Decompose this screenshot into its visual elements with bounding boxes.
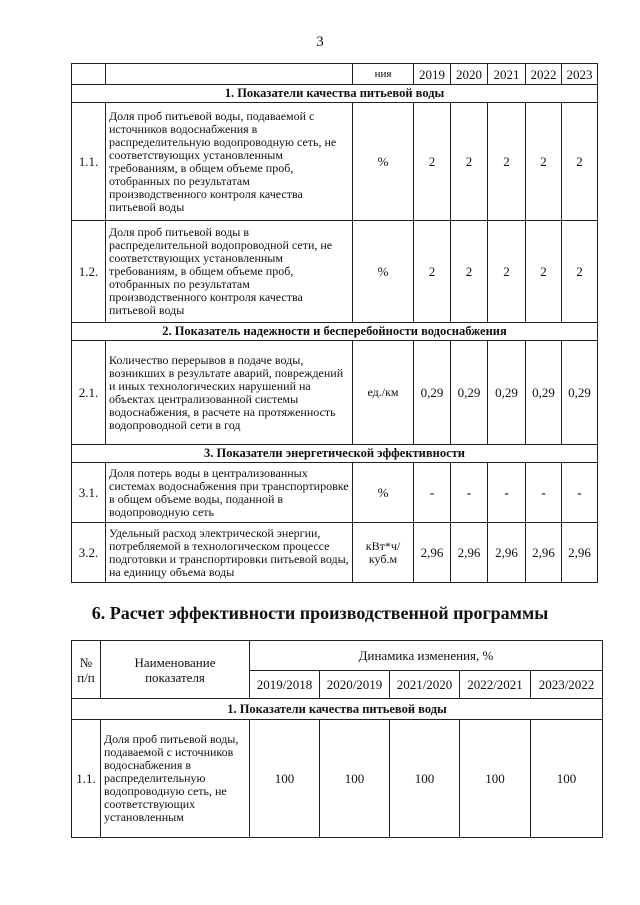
row-value: 2 [526,221,562,323]
table-header-row [72,641,603,671]
row-description: Количество перерывов в подаче воды, возникших в результате аварий, повреждений и иных технологических нарушений на объектах централизованной системы водоснабжения, в расчете на протяженность водопроводной сети в год [106,341,353,445]
row-description: Доля потерь воды в централизованных системах водоснабжения при транспортировке в общем объеме воды, поданной в водопроводную сеть [106,463,353,523]
section-title: 3. Показатели энергетической эффективности [72,445,598,463]
header-name-cell [106,64,353,85]
row-value: - [451,463,488,523]
row-value: 2,96 [414,523,451,583]
row-value: - [562,463,598,523]
header-period: 2020/2019 [320,671,390,699]
table-row [72,221,598,323]
row-value: 100 [320,720,390,838]
row-value: 2,96 [451,523,488,583]
row-description: Доля проб питьевой воды, подаваемой с источников водоснабжения в распределительную водопроводную сеть, не соответствующих установленным [101,720,250,838]
row-unit: ед./км [353,341,414,445]
header-period: 2021/2020 [390,671,460,699]
row-value: 2 [451,103,488,221]
row-value: 0,29 [526,341,562,445]
row-description: Доля проб питьевой воды в распределительной водопроводной сети, не соответствующих установленным требованиям, в общем объеме проб, отобранных по результатам производственного контроля качества питьевой воды [106,221,353,323]
indicators-table [71,63,598,583]
table-row [72,523,598,583]
row-unit: % [353,463,414,523]
header-year: 2019 [414,64,451,85]
row-value: - [414,463,451,523]
row-description: Доля проб питьевой воды, подаваемой с источников водоснабжения в распределительную водопроводную сеть, не соответствующих установленным требованиям, в общем объеме проб, отобранных по результатам производственного контроля качества питьевой воды [106,103,353,221]
section-row [72,445,598,463]
row-value: 0,29 [414,341,451,445]
table-row [72,463,598,523]
row-unit: % [353,103,414,221]
section-title: 2. Показатель надежности и бесперебойности водоснабжения [72,323,598,341]
row-value: 0,29 [488,341,526,445]
header-unit-cell: ния [353,64,414,85]
header-num-cell: № п/п [72,641,101,699]
table-row [72,103,598,221]
header-period: 2022/2021 [460,671,531,699]
row-value: 2 [562,221,598,323]
table-row [72,341,598,445]
header-year: 2023 [562,64,598,85]
table-row [72,720,603,838]
row-value: 100 [250,720,320,838]
row-value: 2,96 [526,523,562,583]
row-value: 2 [414,103,451,221]
section-title: 1. Показатели качества питьевой воды [72,85,598,103]
header-num-cell [72,64,106,85]
table-header-row [72,64,598,85]
row-number: 1.1. [72,103,106,221]
section-row [72,699,603,720]
row-unit: % [353,221,414,323]
row-number: 1.2. [72,221,106,323]
row-number: 3.2. [72,523,106,583]
section-row [72,85,598,103]
row-value: 2,96 [562,523,598,583]
row-value: 2,96 [488,523,526,583]
row-value: 2 [451,221,488,323]
header-name-cell: Наименование показателя [101,641,250,699]
page-number: 3 [316,34,324,50]
section-title: 1. Показатели качества питьевой воды [72,699,603,720]
header-year: 2021 [488,64,526,85]
row-value: 2 [414,221,451,323]
row-value: 100 [390,720,460,838]
header-period: 2023/2022 [531,671,603,699]
row-description: Удельный расход электрической энергии, потребляемой в технологическом процессе подготовки и транспортировки питьевой воды, на единицу объема воды [106,523,353,583]
row-value: 2 [488,103,526,221]
efficiency-table [71,640,603,838]
section-row [72,323,598,341]
row-value: 2 [526,103,562,221]
section-heading: 6. Расчет эффективности производственной программы [91,603,549,623]
row-unit: кВт*ч/ куб.м [353,523,414,583]
row-value: 100 [460,720,531,838]
header-period: 2019/2018 [250,671,320,699]
row-value: 100 [531,720,603,838]
header-year: 2020 [451,64,488,85]
row-number: 3.1. [72,463,106,523]
row-value: 0,29 [451,341,488,445]
row-value: 2 [562,103,598,221]
header-dynamics-cell: Динамика изменения, % [250,641,603,671]
row-value: - [526,463,562,523]
row-value: 2 [488,221,526,323]
row-number: 2.1. [72,341,106,445]
row-value: 0,29 [562,341,598,445]
header-year: 2022 [526,64,562,85]
row-number: 1.1. [72,720,101,838]
row-value: - [488,463,526,523]
